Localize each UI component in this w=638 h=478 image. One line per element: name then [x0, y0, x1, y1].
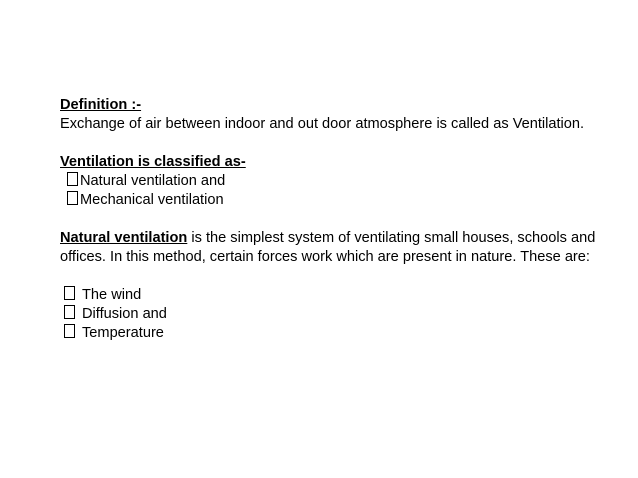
classified-heading: Ventilation is classified as- — [60, 154, 246, 170]
list-item-mechanical — [60, 191, 620, 210]
bullet-box-icon — [64, 305, 75, 319]
spacer — [60, 210, 620, 229]
natural-paragraph-line-1 — [60, 229, 620, 248]
bullet-box-icon — [67, 191, 78, 205]
spacer — [60, 134, 620, 153]
natural-paragraph-line-2: offices. In this method, certain forces work which are present in nature. These are: — [60, 249, 590, 265]
list-item-label: The wind — [82, 287, 142, 303]
list-item-diffusion — [60, 305, 620, 324]
definition-text: Exchange of air between indoor and out door atmosphere is called as Ventilation. — [60, 116, 585, 132]
bullet-box-icon — [64, 324, 75, 338]
list-item-label: Natural ventilation and — [80, 173, 226, 189]
list-item-label: Diffusion and — [82, 306, 167, 322]
natural-paragraph-text-1: is the simplest system of ventilating small houses, schools and — [187, 230, 596, 246]
list-item-temperature — [60, 324, 620, 343]
bullet-box-icon — [64, 286, 75, 300]
bullet-box-icon — [67, 172, 78, 186]
list-item-wind — [60, 286, 620, 305]
list-item-label: Mechanical ventilation — [80, 192, 224, 208]
spacer — [60, 267, 620, 286]
definition-heading: Definition :- — [60, 97, 142, 113]
slide-content — [60, 96, 620, 343]
list-item-label: Temperature — [82, 325, 164, 341]
natural-ventilation-term: Natural ventilation — [60, 230, 188, 246]
list-item-natural — [60, 172, 620, 191]
